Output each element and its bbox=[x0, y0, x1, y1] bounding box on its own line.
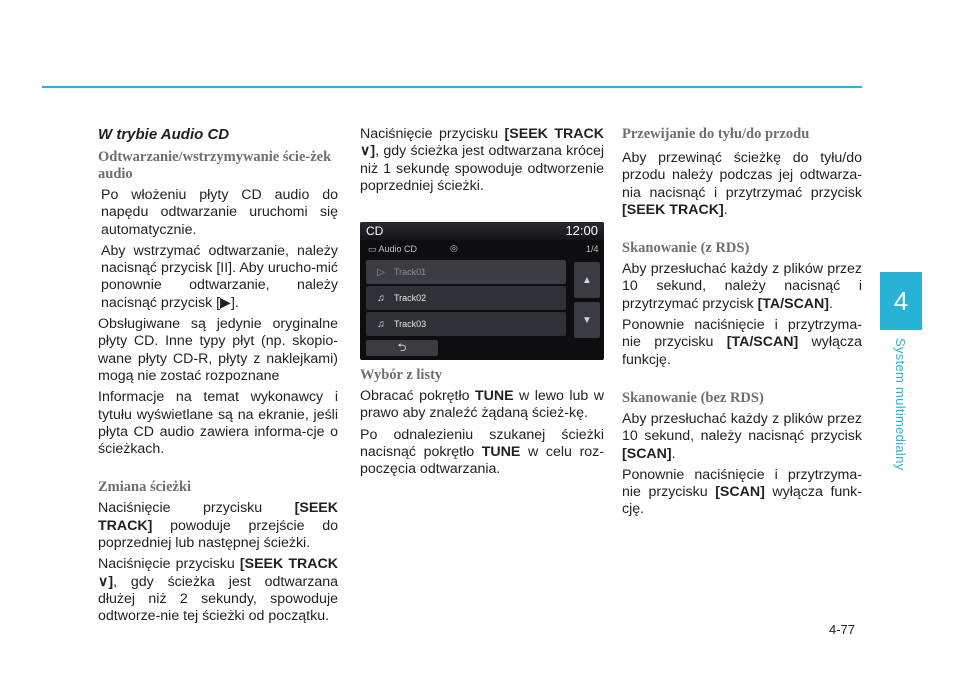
paragraph: Informacje na temat wykonawcy i tytułu wyświetlane są na ekranie, jeśli płyta CD audio zawiera informa-cje o ścieżkach. bbox=[98, 389, 338, 458]
heading-rewind-forward: Przewijanie do tyłu/do przodu bbox=[622, 126, 810, 142]
section-title: W trybie Audio CD bbox=[98, 126, 230, 143]
clock: 12:00 bbox=[565, 223, 598, 238]
tune-key: TUNE bbox=[474, 388, 514, 404]
chapter-number-tab bbox=[880, 272, 922, 330]
paragraph: Obsługiwane są jedynie oryginalne płyty CD. Inne typy płyt (np. skopio-wane płyty CD-R, płyty z naklejkami) mogą nie zostać rozpoznane bbox=[98, 316, 338, 384]
folder-icon: ▭ bbox=[368, 244, 379, 254]
folder-row bbox=[368, 243, 599, 255]
source-label: CD bbox=[366, 224, 384, 238]
scroll-up-button[interactable] bbox=[574, 262, 600, 298]
folder-label: Audio CD bbox=[378, 244, 418, 254]
ta-scan-key: [TA/SCAN] bbox=[726, 334, 799, 351]
seek-track-key: [SEEK TRACK] bbox=[98, 500, 338, 534]
list-item[interactable] bbox=[366, 286, 566, 310]
paragraph: Naciśnięcie przycisku [SEEK TRACK ∨], gdy ścieżka jest odtwarzana dłużej niż 2 sekundy, spowoduje odtworze-nie tej ścieżki od początku. bbox=[98, 556, 339, 625]
paragraph: Aby przewinąć ścieżkę do tyłu/do przodu należy podczas jej odtwarza-nia nacisnąć i przytrzymać przycisk [SEEK TRACK]. bbox=[622, 150, 862, 218]
paragraph: Aby przesłuchać każdy z plików przez 10 sekund, należy nacisnąć przycisk [SCAN]. bbox=[622, 410, 862, 462]
music-note-icon: ♫ bbox=[377, 318, 385, 330]
paragraph: Ponownie naciśnięcie i przytrzyma-nie przycisku [SCAN] wyłącza funk-cję. bbox=[622, 466, 862, 518]
column-2 bbox=[360, 126, 604, 195]
ta-scan-key: [TA/SCAN] bbox=[757, 295, 830, 312]
back-button[interactable] bbox=[366, 340, 438, 356]
music-note-icon: ♫ bbox=[377, 292, 385, 304]
heading-select-from-list: Wybór z listy bbox=[360, 367, 443, 383]
scan-key: [SCAN] bbox=[622, 445, 672, 462]
heading-play-pause: Odtwarzanie/wstrzymywanie ście-żek audio bbox=[98, 149, 332, 182]
paragraph: Po włożeniu płyty CD audio do napędu odtwarzanie uruchomi się automatycznie. bbox=[101, 187, 338, 238]
paragraph: Obracać pokrętło TUNE w lewo lub w prawo aby znaleźć żądaną ścież-kę. bbox=[360, 388, 604, 422]
triangle-down-icon: ▼ bbox=[582, 314, 592, 326]
page-number: 4-77 bbox=[829, 622, 856, 637]
page-indicator: 1/4 bbox=[586, 244, 599, 254]
screen-header bbox=[360, 222, 604, 240]
paragraph: Aby wstrzymać odtwarzanie, należy nacisnąć przycisk [II]. Aby urucho-mić ponownie odtwarzanie, należy nacisnąć przycisk [▶]. bbox=[101, 242, 338, 311]
play-icon: ▷ bbox=[377, 266, 385, 278]
column-1 bbox=[98, 126, 338, 626]
heading-scan-no-rds: Skanowanie (bez RDS) bbox=[622, 389, 764, 406]
chapter-title: System multimedialny bbox=[893, 338, 908, 471]
paragraph: Naciśnięcie przycisku [SEEK TRACK] powoduje przejście do poprzedniej lub następnej ścieżki. bbox=[98, 500, 338, 552]
heading-track-change: Zmiana ścieżki bbox=[98, 479, 192, 496]
tune-key: TUNE bbox=[481, 443, 521, 460]
list-item[interactable] bbox=[366, 312, 566, 336]
track-label: Track01 bbox=[394, 267, 427, 277]
paragraph: Naciśnięcie przycisku [SEEK TRACK ∨], gdy ścieżka jest odtwarzana krócej niż 1 sekundę spowoduje odtworzenie poprzedniej ścieżki. bbox=[360, 126, 604, 194]
column-3 bbox=[622, 126, 862, 519]
track-label: Track02 bbox=[394, 293, 427, 303]
seek-track-key: [SEEK TRACK] bbox=[622, 201, 724, 218]
track-label: Track03 bbox=[394, 319, 427, 329]
top-rule bbox=[42, 86, 862, 88]
chapter-number: 4 bbox=[893, 285, 909, 316]
heading-scan-rds: Skanowanie (z RDS) bbox=[622, 240, 750, 257]
back-arrow-icon: ⮌ bbox=[397, 341, 407, 354]
cd-screen-illustration bbox=[360, 222, 604, 360]
scan-key: [SCAN] bbox=[715, 484, 765, 501]
disc-icon: ◎ bbox=[450, 243, 458, 253]
column-2-lower bbox=[360, 367, 604, 478]
paragraph: Ponownie naciśnięcie i przytrzyma-nie przycisku [TA/SCAN] wyłącza funkcję. bbox=[622, 317, 862, 368]
scroll-down-button[interactable] bbox=[574, 302, 600, 338]
paragraph: Po odnalezieniu szukanej ścieżki nacisnąć pokrętło TUNE w celu roz-poczęcia odtwarzania. bbox=[360, 426, 604, 478]
triangle-up-icon: ▲ bbox=[582, 274, 592, 286]
paragraph: Aby przesłuchać każdy z plików przez 10 sekund, należy nacisnąć i przytrzymać przycisk [TA/SCAN]. bbox=[622, 261, 862, 312]
seek-track-down-key: [SEEK TRACK ∨] bbox=[98, 556, 339, 590]
seek-track-down-key: [SEEK TRACK ∨] bbox=[360, 126, 604, 160]
list-item[interactable] bbox=[366, 260, 566, 284]
